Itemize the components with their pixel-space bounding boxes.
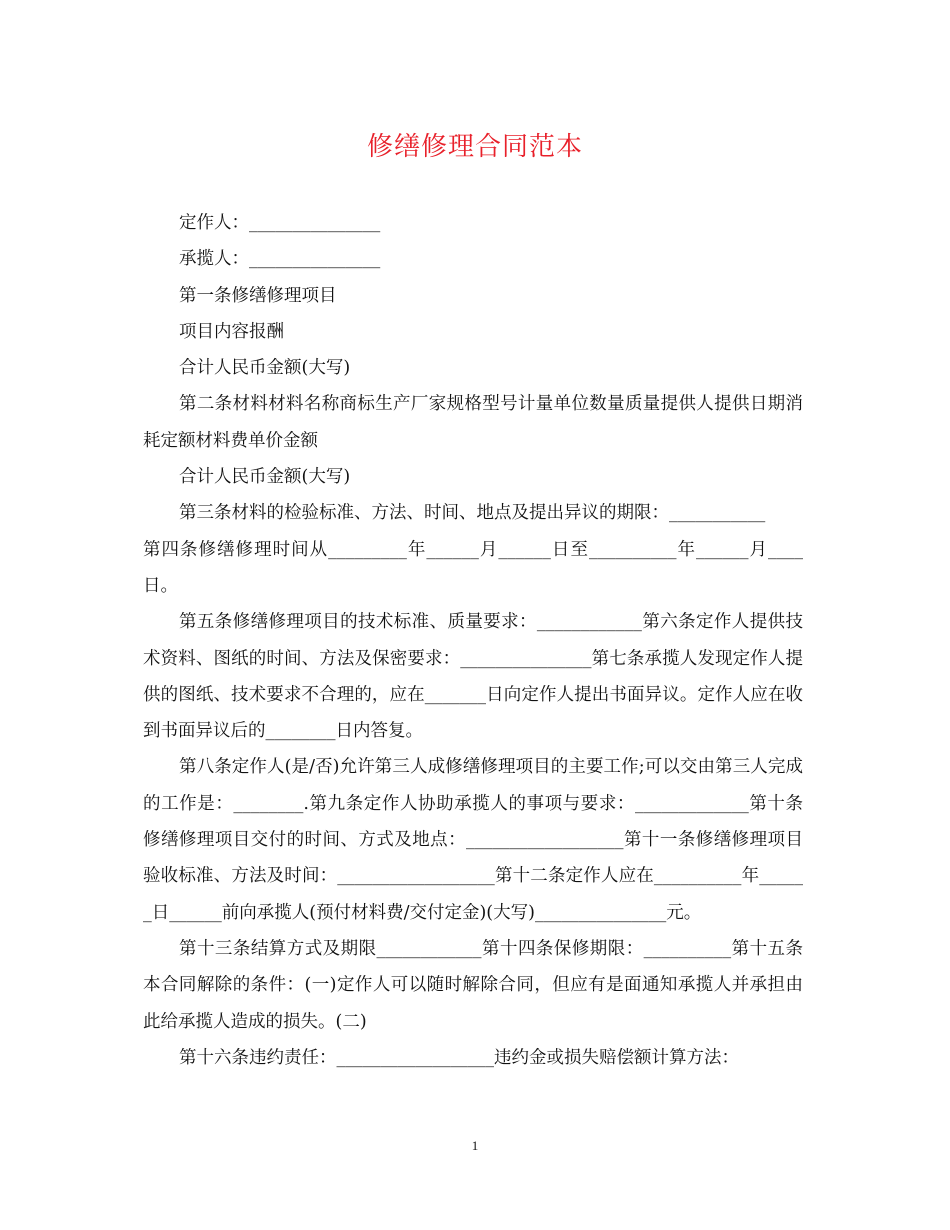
paragraph: 第四条修缮修理时间从_________年______月______日至__________年______月____日。 xyxy=(143,539,803,596)
document-title: 修缮修理合同范本 xyxy=(366,132,583,162)
paragraph: 第十三条结算方式及期限____________第十四条保修期限：__________第十五条本合同解除的条件：(一)定作人可以随时解除合同，但应有是面通知承揽人并承担由此给承揽人造成的损失。(二) xyxy=(143,938,803,1032)
paragraph: 第十六条违约责任：__________________违约金或损失赔偿额计算方法： xyxy=(179,1047,739,1068)
paragraph: 合计人民币金额(大写) xyxy=(179,467,351,488)
paragraph: 合计人民币金额(大写) xyxy=(179,358,351,379)
paragraph: 定作人：_______________ xyxy=(179,213,381,233)
paragraph: 承揽人：_______________ xyxy=(179,249,381,270)
paragraph: 第二条材料材料名称商标生产厂家规格型号计量单位数量质量提供人提供日期消耗定额材料费单价金额 xyxy=(143,394,803,451)
document-body xyxy=(143,205,803,1076)
paragraph: 项目内容报酬 xyxy=(179,321,284,342)
page-number: 1 xyxy=(471,1138,479,1153)
paragraph: 第八条定作人(是/否)允许第三人成修缮修理项目的主要工作;可以交由第三人完成的工作是：________.第九条定作人协助承揽人的事项与要求：_____________第十条修缮修理项目交付的时间、方式及地点：__________________第十一条修缮修理项目验收标准、方法及时间：__________________第十二条定作人应在__________年______日______前向承揽人(预付材料费/交付定金)(大写)_______________元。 xyxy=(143,757,803,923)
paragraph: 第五条修缮修理项目的技术标准、质量要求：____________第六条定作人提供技术资料、图纸的时间、方法及保密要求：_______________第七条承揽人发现定作人提供的图纸、技术要求不合理的，应在_______日向定作人提出书面异议。定作人应在收到书面异议后的________日内答复。 xyxy=(143,612,803,742)
paragraph: 第三条材料的检验标准、方法、时间、地点及提出异议的期限：___________ xyxy=(179,503,766,524)
paragraph: 第一条修缮修理项目 xyxy=(179,285,337,306)
